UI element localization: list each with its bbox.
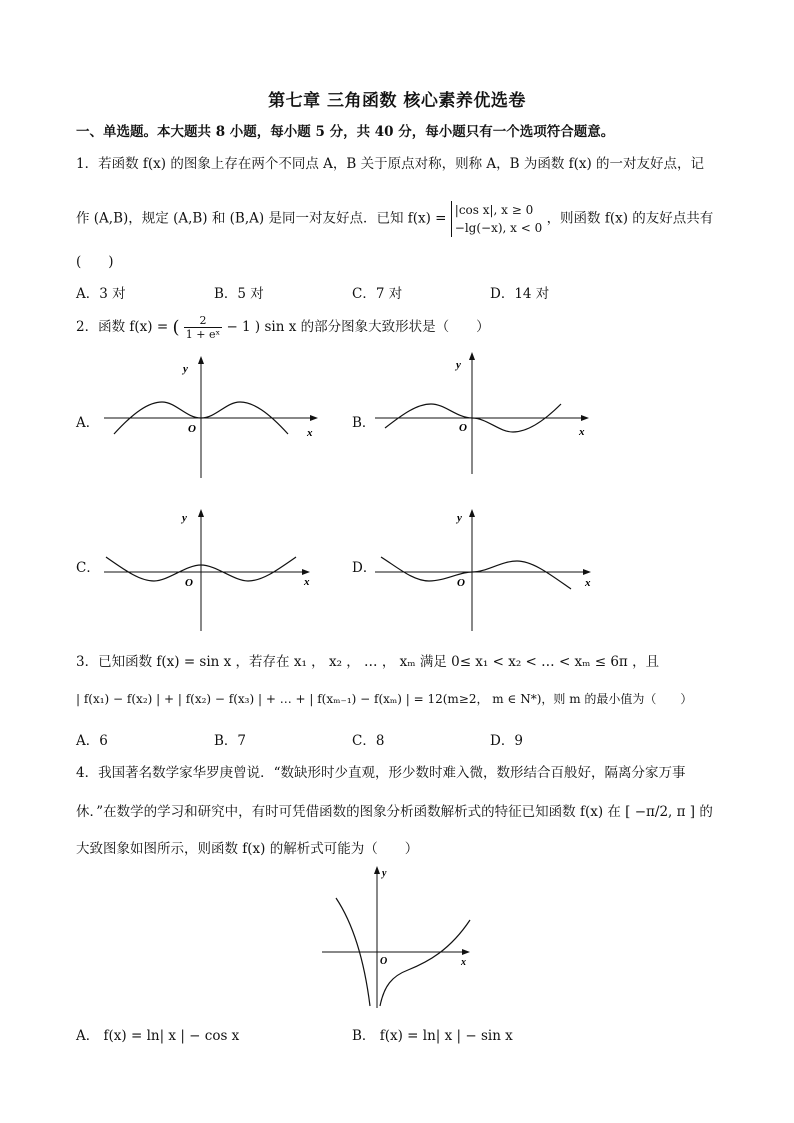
q1-option-a[interactable]: A．3 对 [76,286,126,302]
q4-option-b[interactable]: B． f(x) = ln| x | − sin x [352,1028,513,1044]
y-label: y [382,868,387,879]
q1-piece1: |cos x|, x ≥ 0 [454,203,534,217]
x-axis-arrow-icon [302,569,310,575]
q3-line2: | f(x₁) − f(x₂) | + | f(x₂) − f(x₃) | + … + | f(xₘ₋₁) − f(xₘ) | = 12(m≥2， m ∈ N*)，则 m 的最小值为（ ） [76,692,693,706]
q1-option-b[interactable]: B．5 对 [214,286,264,302]
x-axis-arrow-icon [462,949,470,955]
q4-option-a[interactable]: A． f(x) = ln| x | − cos x [76,1028,240,1044]
q4-line2: 休．”在数学的学习和研究中，有时可凭借函数的图象分析函数解析式的特征已知函数 f(x) 在 [ −π/2, π ] 的 [76,804,713,820]
q1-option-d[interactable]: D．14 对 [490,286,550,302]
q2-label-a[interactable]: A． [76,415,100,431]
q2-graph-c[interactable] [104,505,324,635]
y-axis-arrow-icon [469,352,475,360]
q2-label-b[interactable]: B． [352,415,376,431]
x-label: x [579,426,585,438]
section-heading: 一、单选题。本大题共 8 小题，每小题 5 分，共 40 分，每小题只有一个选项符合题意。 [76,124,615,140]
q3-option-a[interactable]: A．6 [76,733,108,749]
q1-line2 [76,201,713,237]
q2-fraction [184,314,222,341]
q1-option-c[interactable]: C．7 对 [352,286,403,302]
x-label: x [304,576,310,588]
q3-option-c[interactable]: C．8 [352,733,385,749]
q2-pre: 2．函数 f(x) = [76,319,169,335]
y-axis-arrow-icon [198,356,204,364]
x-axis-arrow-icon [583,569,591,575]
page-title: 第七章 三角函数 核心素养优选卷 [268,91,526,111]
q1-line2a: 作 (A,B)，规定 (A,B) 和 (B,A) 是同一对友好点．已知 f(x) = [76,210,447,227]
origin-label: O [380,956,388,967]
q1-line1: 1．若函数 f(x) 的图象上存在两个不同点 A，B 关于原点对称，则称 A，B 为函数 f(x) 的一对友好点，记 [76,156,705,172]
q2-frac-den: 1 + eˣ [185,328,221,341]
q2-post: − 1 ) sin x 的部分图象大致形状是（ ） [226,319,490,335]
q1-paren: ( ) [76,254,114,270]
q1-piecewise [451,201,542,237]
y-axis-arrow-icon [198,509,204,517]
q2-label-c[interactable]: C． [76,560,100,576]
y-axis-arrow-icon [469,509,475,517]
x-axis-arrow-icon [581,415,589,421]
q4-line1: 4．我国著名数学家华罗庚曾说．“数缺形时少直观，形少数时难入微，数形结合百般好，隔离分家万事 [76,765,686,781]
q1-piece2: −lg(−x), x < 0 [454,221,543,235]
y-label: y [456,359,461,371]
q2-graph-d[interactable] [375,505,597,635]
q2-graph-a[interactable] [104,352,324,482]
q2-stem: 2．函数 f(x) = ( $\frac{2}{\text{1 + eˣ}}$ − 1 ) sin x 的部分图象大致形状是（ ） [76,314,490,341]
origin-label: O [459,422,467,434]
q2-label-d[interactable]: D． [352,560,377,576]
y-label: y [457,512,462,524]
q3-line1: 3．已知函数 f(x) = sin x ，若存在 x₁ ， x₂ ， … ， xₘ 满足 0≤ x₁ < x₂ < … < xₘ ≤ 6π ，且 [76,654,660,670]
y-axis-arrow-icon [374,866,380,874]
origin-label: O [457,577,465,589]
q3-option-b[interactable]: B．7 [214,733,247,749]
q4-graph[interactable] [318,862,478,1010]
origin-label: O [188,423,196,435]
curve [381,557,571,589]
q2-graph-b[interactable] [375,348,595,478]
q4-line3: 大致图象如图所示，则函数 f(x) 的解析式可能为（ ） [76,841,419,857]
q2-frac-num: 2 [184,314,222,328]
x-axis-arrow-icon [310,415,318,421]
x-label: x [307,427,313,439]
x-label: x [585,577,591,589]
q3-option-d[interactable]: D．9 [490,733,523,749]
y-label: y [183,363,188,375]
x-label: x [461,957,466,968]
q1-line2b: ，则函数 f(x) 的友好点共有 [546,210,714,227]
origin-label: O [185,577,193,589]
y-label: y [182,512,187,524]
curve-right [380,920,470,1006]
